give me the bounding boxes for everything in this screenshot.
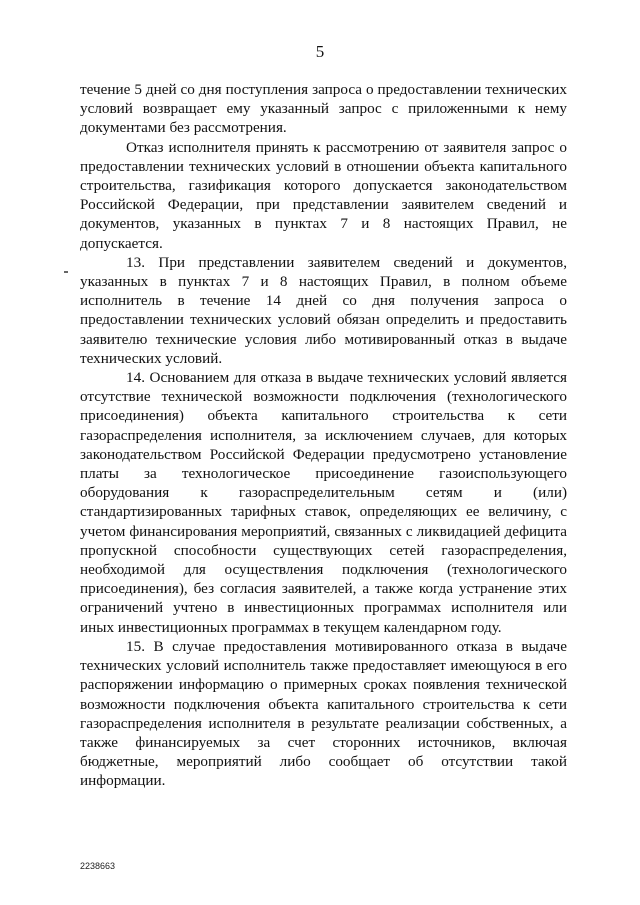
document-body <box>80 80 567 791</box>
paragraph-item-14: 14. Основанием для отказа в выдаче технических условий является отсутствие технической возможности подключения (технологического присоединения) объекта капитального строительства к сети газораспределения исполнителя, за исключением случаев, для которых законодательством Российской Федерации предусмотрено установление платы за технологическое присоединение газоиспользующего оборудования к газораспределительным сетям и (или) стандартизированных тарифных ставок, определяющих ее величину, с учетом финансирования мероприятий, связанных с ликвидацией дефицита пропускной способности существующих сетей газораспределения, необходимой для осуществления подключения (технологического присоединения), без согласия заявителей, а также когда устранение этих ограничений учтено в инвестиционных программах исполнителя или иных инвестиционных программах в текущем календарном году. <box>80 369 567 636</box>
page-number: 5 <box>315 42 325 61</box>
paragraph-item-15: 15. В случае предоставления мотивированного отказа в выдаче технических условий исполнитель также предоставляет имеющуюся в его распоряжении информацию о примерных сроках появления технической возможности подключения объекта капитального строительства к сети газораспределения исполнителя в результате реализации собственных, а также финансируемых за счет сторонних источников, включая бюджетные, мероприятий либо сообщает об отсутствии такой информации. <box>80 637 567 790</box>
paragraph-continuation: течение 5 дней со дня поступления запроса о предоставлении технических условий возвращает ему указанный запрос с приложенными к нему документами без рассмотрения. <box>80 81 567 137</box>
document-code: 2238663 <box>80 861 116 871</box>
paragraph-item-13: 13. При представлении заявителем сведений и документов, указанных в пунктах 7 и 8 настоящих Правил, в полном объеме исполнитель в течение 14 дней со дня получения запроса о предоставлении технических условий обязан определить и предоставить заявителю технические условия либо мотивированный отказ в выдаче технических условий. <box>80 253 567 367</box>
paragraph-refusal-clause: Отказ исполнителя принять к рассмотрению от заявителя запрос о предоставлении технических условий в отношении объекта капитального строительства, газификация которого допускается законодательством Российской Федерации, при представлении заявителем сведений и документов, указанных в пунктах 7 и 8 настоящих Правил, не допускается. <box>80 138 567 252</box>
margin-mark <box>64 271 68 273</box>
